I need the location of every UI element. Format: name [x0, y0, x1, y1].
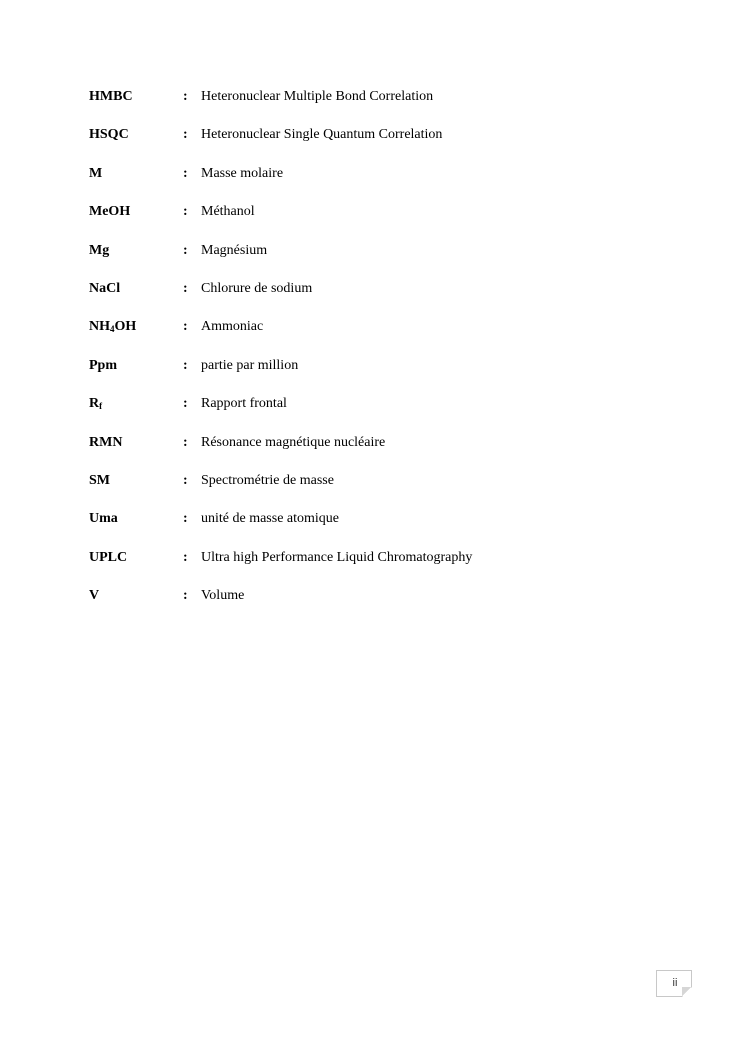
abbreviation-definition: Heteronuclear Multiple Bond Correlation — [201, 89, 434, 104]
abbreviation-row — [89, 203, 649, 241]
abbreviation-definition: Méthanol — [201, 204, 255, 220]
abbreviation-definition: Ammoniac — [201, 319, 264, 335]
abbreviation-list — [89, 88, 649, 625]
abbreviation-separator: : — [183, 319, 188, 335]
abbreviation-separator: : — [183, 204, 188, 220]
abbreviation-definition: Ultra high Performance Liquid Chromatography — [201, 549, 473, 565]
abbreviation-row — [89, 587, 649, 625]
abbreviation-term-subscript: f — [99, 401, 103, 412]
abbreviation-definition: Volume — [201, 588, 245, 604]
abbreviation-separator: : — [183, 588, 188, 604]
abbreviation-definition: Rapport frontal — [201, 396, 287, 412]
abbreviation-separator: : — [183, 511, 188, 527]
abbreviation-definition: Magnésium — [201, 242, 268, 258]
abbreviation-definition: Résonance magnétique nucléaire — [201, 434, 386, 450]
abbreviation-separator: : — [183, 89, 188, 104]
abbreviation-term: Uma — [89, 511, 118, 527]
abbreviation-definition: partie par million — [201, 357, 299, 373]
abbreviation-separator: : — [183, 549, 188, 565]
abbreviation-term: UPLC — [89, 549, 128, 565]
abbreviation-term: HSQC — [89, 127, 129, 143]
abbreviation-term-main: R — [89, 396, 100, 412]
abbreviation-separator: : — [183, 357, 188, 373]
abbreviation-definition: Spectrométrie de masse — [201, 472, 334, 488]
abbreviation-term: Ppm — [89, 357, 117, 373]
abbreviation-separator: : — [183, 280, 188, 296]
abbreviation-row — [89, 318, 649, 356]
abbreviation-term: RMN — [89, 434, 123, 450]
abbreviation-term — [89, 395, 102, 413]
abbreviation-separator: : — [183, 472, 188, 488]
abbreviation-row — [89, 510, 649, 548]
abbreviation-row — [89, 165, 649, 203]
abbreviation-separator: : — [183, 242, 188, 258]
abbreviation-term: NaCl — [89, 280, 121, 296]
abbreviation-row — [89, 242, 649, 280]
abbreviation-term: V — [89, 588, 100, 604]
abbreviation-term: MeOH — [89, 204, 131, 220]
abbreviation-term: M — [89, 165, 103, 181]
abbreviation-definition: Heteronuclear Single Quantum Correlation — [201, 127, 443, 143]
page-number-box — [656, 970, 692, 997]
page-number: ii — [672, 977, 678, 989]
abbreviation-term — [89, 318, 136, 336]
page-curl-fold-icon — [682, 987, 691, 996]
abbreviation-definition: Chlorure de sodium — [201, 280, 313, 296]
abbreviation-row — [89, 472, 649, 510]
abbreviation-row — [89, 549, 649, 587]
abbreviation-separator: : — [183, 127, 188, 143]
abbreviation-row — [89, 88, 649, 126]
abbreviation-term-main: NH — [89, 319, 110, 335]
abbreviation-definition: Masse molaire — [201, 165, 284, 181]
abbreviation-definition: unité de masse atomique — [201, 511, 340, 527]
abbreviation-row — [89, 434, 649, 472]
abbreviation-separator: : — [183, 434, 188, 450]
abbreviation-row — [89, 357, 649, 395]
abbreviation-separator: : — [183, 396, 188, 412]
abbreviation-term: SM — [89, 472, 110, 488]
abbreviation-row — [89, 126, 649, 164]
abbreviation-term: HMBC — [89, 89, 133, 104]
abbreviation-row — [89, 280, 649, 318]
abbreviation-row — [89, 395, 649, 433]
abbreviation-term-subscript: 4 — [110, 324, 115, 335]
abbreviation-term: Mg — [89, 242, 110, 258]
abbreviation-term-tail: OH — [114, 319, 137, 335]
abbreviation-separator: : — [183, 165, 188, 181]
